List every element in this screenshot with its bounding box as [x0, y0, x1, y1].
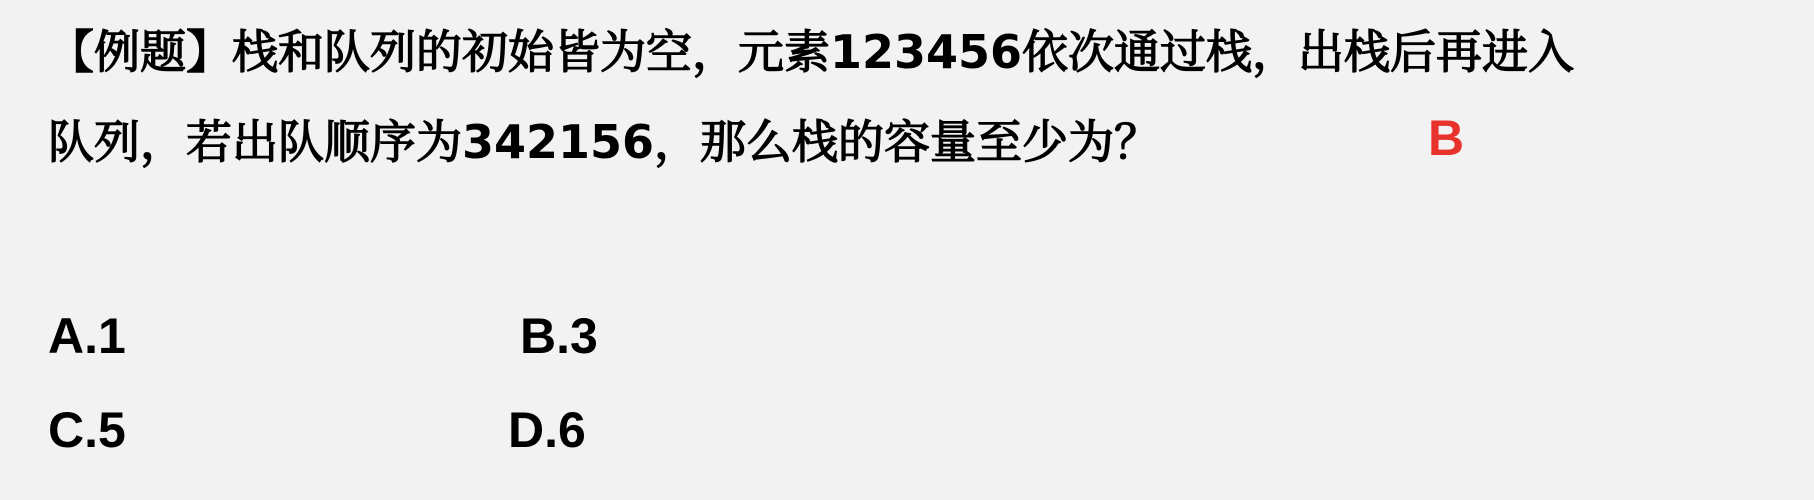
question-line-2: 队列，若出队顺序为342156，那么栈的容量至少为？	[48, 115, 1161, 169]
question-line-1: 【例题】栈和队列的初始皆为空，元素123456依次通过栈，出栈后再进入	[48, 25, 1575, 79]
option-b: B.3	[520, 308, 598, 364]
option-c: C.5	[48, 402, 126, 458]
option-a: A.1	[48, 308, 126, 364]
option-d: D.6	[508, 402, 586, 458]
answer-marker: B	[1428, 110, 1465, 166]
